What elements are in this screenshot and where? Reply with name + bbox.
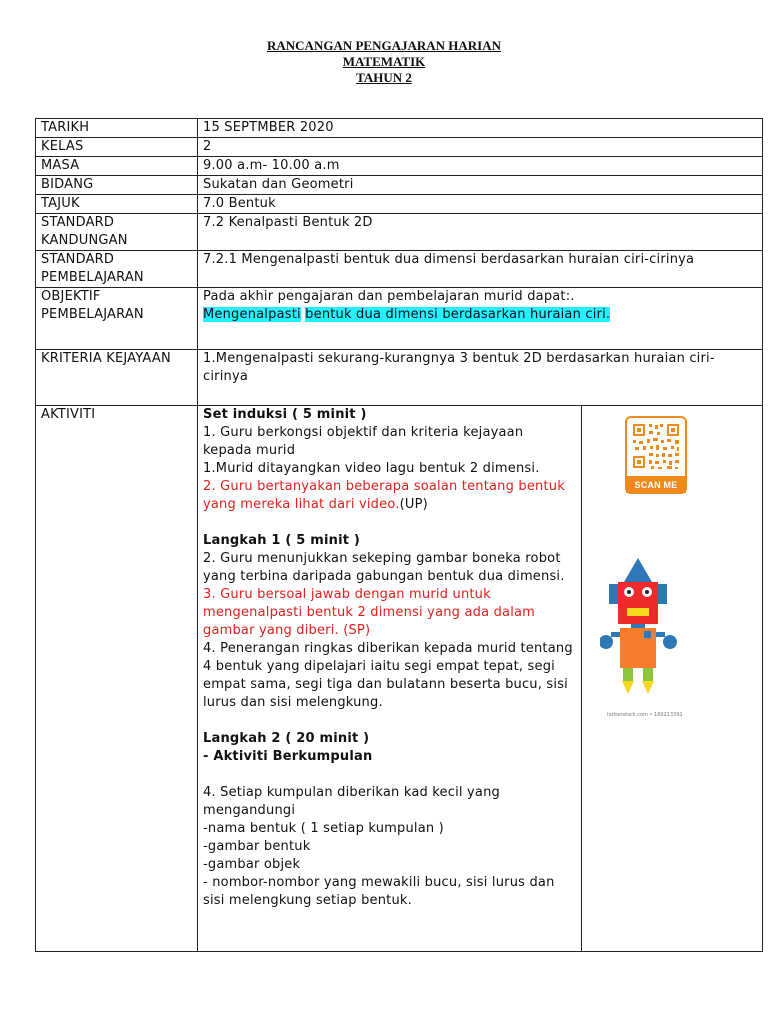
row-kriteria bbox=[36, 350, 763, 406]
image-credit: hutterstock.com • 160213391 bbox=[607, 712, 683, 718]
highlight-text: bentuk dua dimensi berdasarkan huraian ciri. bbox=[305, 307, 611, 322]
label-kelas: KELAS bbox=[36, 138, 198, 157]
image-area bbox=[587, 406, 757, 951]
question-text: Guru bersoal jawab dengan murid untuk mengenalpasti bentuk 2 dimensi yang ada dalam gambar yang diberi. (SP) bbox=[203, 587, 536, 638]
card-item: - nombor-nombor yang mewakili bucu, sisi lurus dan sisi melengkung setiap bentuk. bbox=[203, 875, 555, 908]
value-standard-kandungan: 7.2 Kenalpasti Bentuk 2D bbox=[198, 214, 763, 251]
label-tajuk: TAJUK bbox=[36, 195, 198, 214]
label-kriteria: KRITERIA KEJAYAAN bbox=[36, 350, 198, 406]
spacer bbox=[203, 514, 576, 532]
label-aktiviti: AKTIVITI bbox=[36, 406, 198, 952]
label-standard-pembelajaran bbox=[36, 251, 198, 288]
scan-me-label: SCAN ME bbox=[634, 480, 678, 490]
activity-step bbox=[203, 586, 576, 640]
step-number: 3. bbox=[203, 587, 216, 602]
activity-step: 2. Guru menunjukkan sekeping gambar boneka robot yang terbina daripada gabungan bentuk dua dimensi. bbox=[203, 551, 565, 584]
row-objektif bbox=[36, 288, 763, 350]
card-item: -gambar bentuk bbox=[203, 839, 311, 854]
value-kriteria: 1.Mengenalpasti sekurang-kurangnya 3 bentuk 2D berdasarkan huraian ciri-cirinya bbox=[198, 350, 763, 406]
row-standard-pembelajaran bbox=[36, 251, 763, 288]
value-objektif bbox=[198, 288, 763, 350]
aktiviti-images bbox=[582, 406, 763, 952]
section-aktiviti-berkumpulan: - Aktiviti Berkumpulan bbox=[203, 749, 373, 764]
spacer bbox=[203, 766, 576, 784]
value-aktiviti bbox=[198, 406, 582, 952]
activity-step bbox=[203, 478, 576, 514]
row-tarikh bbox=[36, 119, 763, 138]
question-text: Guru bertanyakan beberapa soalan tentang bentuk yang mereka lihat dari video. bbox=[203, 479, 565, 512]
label-line: STANDARD bbox=[41, 252, 115, 267]
row-bidang bbox=[36, 176, 763, 195]
section-langkah-1: Langkah 1 ( 5 minit ) bbox=[203, 533, 361, 548]
label-bidang: BIDANG bbox=[36, 176, 198, 195]
spacer bbox=[203, 712, 576, 730]
card-item: -gambar objek bbox=[203, 857, 301, 872]
tag-up: (UP) bbox=[399, 497, 428, 512]
label-line: OBJEKTIF bbox=[41, 289, 101, 304]
value-tajuk: 7.0 Bentuk bbox=[198, 195, 763, 214]
qr-code-icon bbox=[625, 416, 687, 494]
label-line: PEMBELAJARAN bbox=[41, 307, 144, 322]
value-tarikh: 15 SEPTMBER 2020 bbox=[198, 119, 763, 138]
section-set-induksi: Set induksi ( 5 minit ) bbox=[203, 407, 367, 422]
activity-step: 1.Murid ditayangkan video lagu bentuk 2 dimensi. bbox=[203, 461, 540, 476]
objektif-statement bbox=[203, 306, 757, 324]
lesson-plan-table bbox=[35, 118, 763, 952]
label-tarikh: TARIKH bbox=[36, 119, 198, 138]
label-standard-kandungan bbox=[36, 214, 198, 251]
label-objektif bbox=[36, 288, 198, 350]
activity-step: 1. Guru berkongsi objektif dan kriteria kejayaan kepada murid bbox=[203, 425, 524, 458]
activity-step: 4. Penerangan ringkas diberikan kepada murid tentang 4 bentuk yang dipelajari iaitu segi empat tepat, segi empat sama, segi tiga dan bulatann beserta bucu, sisi lurus dan sisi melengkung. bbox=[203, 641, 573, 710]
row-tajuk bbox=[36, 195, 763, 214]
row-aktiviti bbox=[36, 406, 763, 952]
highlight-text: Mengenalpasti bbox=[203, 307, 301, 322]
label-line: KANDUNGAN bbox=[41, 233, 128, 248]
document-title: RANCANGAN PENGAJARAN HARIAN bbox=[267, 38, 501, 53]
value-masa: 9.00 a.m- 10.00 a.m bbox=[198, 157, 763, 176]
label-line: PEMBELAJARAN bbox=[41, 270, 144, 285]
document-subject: MATEMATIK bbox=[342, 54, 426, 69]
robot-image bbox=[600, 558, 700, 698]
label-masa: MASA bbox=[36, 157, 198, 176]
objektif-intro: Pada akhir pengajaran dan pembelajaran murid dapat:. bbox=[203, 289, 575, 304]
value-kelas: 2 bbox=[198, 138, 763, 157]
row-masa bbox=[36, 157, 763, 176]
card-item: -nama bentuk ( 1 setiap kumpulan ) bbox=[203, 821, 444, 836]
row-standard-kandungan bbox=[36, 214, 763, 251]
step-number: 2. bbox=[203, 479, 216, 494]
document-year: TAHUN 2 bbox=[356, 70, 412, 85]
row-kelas bbox=[36, 138, 763, 157]
section-langkah-2: Langkah 2 ( 20 minit ) bbox=[203, 731, 370, 746]
value-standard-pembelajaran: 7.2.1 Mengenalpasti bentuk dua dimensi berdasarkan huraian ciri-cirinya bbox=[198, 251, 763, 288]
label-line: STANDARD bbox=[41, 215, 115, 230]
value-bidang: Sukatan dan Geometri bbox=[198, 176, 763, 195]
activity-step: 4. Setiap kumpulan diberikan kad kecil yang mengandungi bbox=[203, 785, 500, 818]
document-header bbox=[0, 38, 768, 86]
